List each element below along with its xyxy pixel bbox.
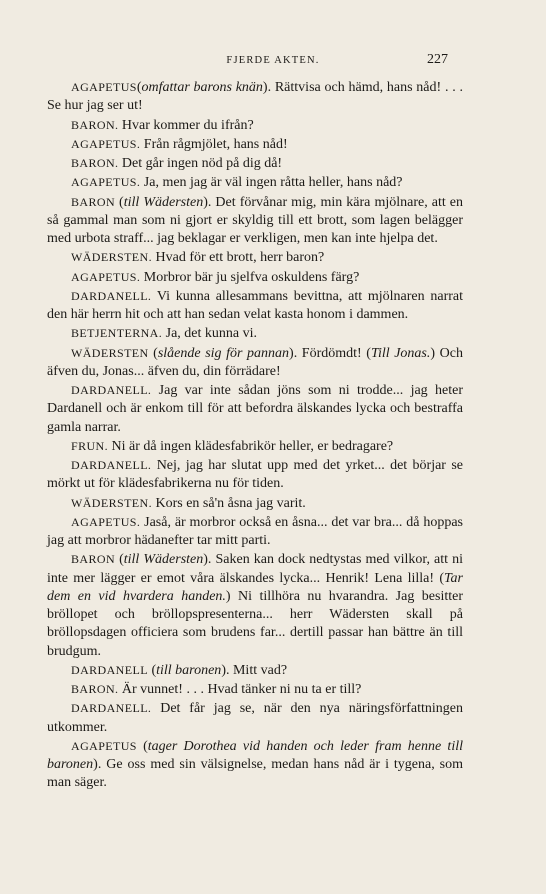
stage-direction-paren: ).	[203, 552, 212, 568]
stage-direction: tager Dorothea vid handen och leder fram henne till baronen	[47, 738, 463, 772]
dialogue-paragraph	[47, 193, 463, 249]
dialogue-paragraph	[47, 437, 463, 456]
dialogue-paragraph	[47, 268, 463, 287]
running-head-title: FJERDE AKTEN.	[226, 55, 320, 66]
speech-text: Jag var inte sådan jöns som ni trodde... jag heter Dardanell och är enkom till för att befordra älskandes lycka och bestraffa gamla narrar.	[47, 383, 463, 435]
speech-text: Nej, jag har slutat upp med det yrket... det börjar se mörkt ut för klädesfabrikerna nu för tiden.	[47, 458, 463, 492]
dialogue-paragraph	[47, 513, 463, 551]
speech-text: Hvad för ett brott, herr baron?	[152, 250, 325, 266]
speech-text: Från rågmjölet, hans nåd!	[140, 136, 288, 152]
speaker-name: WÄDERSTEN.	[71, 250, 152, 265]
dialogue-paragraph	[47, 154, 463, 173]
speaker-name: DARDANELL.	[71, 288, 152, 303]
stage-direction: slående sig för pannan	[157, 345, 290, 361]
dialogue-paragraph	[47, 661, 463, 680]
stage-direction-paren: ).	[221, 662, 230, 678]
stage-direction-paren: (	[136, 80, 142, 95]
speaker-name: BARON	[71, 552, 116, 567]
stage-direction: Tar dem en vid hvardera handen.	[47, 570, 463, 604]
stage-direction-paren: ).	[262, 80, 272, 95]
stage-direction-paren: )	[225, 588, 231, 604]
dialogue-text	[47, 78, 463, 793]
speech-text: Rättvisa och hämd, hans nåd! . . . Se hur jag ser ut!	[47, 80, 463, 114]
speech-text: Ni tillhöra nu hvarandra. Jag besitter bröllopet och bröllopspresenterna... herr Wädersten skall på bröllopsdagen officiera som brudens far... dertill passar han bättre än till brudgum.	[47, 588, 463, 659]
dialogue-paragraph	[47, 173, 463, 192]
speech-text: Ja, det kunna vi.	[162, 326, 258, 342]
speaker-name: DARDANELL	[71, 662, 148, 677]
speech-text: Ja, men jag är väl ingen råtta heller, hans nåd?	[140, 175, 403, 191]
speech-text: Det går ingen nöd på dig då!	[118, 156, 283, 171]
speech-text: Saken kan dock nedtystas med vilkor, att ni inte mer lägger er emot våra älskandes lycka... Henrik! Lena lilla!	[47, 552, 463, 586]
stage-direction: Till Jonas.	[370, 345, 431, 361]
speaker-name: FRUN.	[71, 438, 109, 453]
speech-text: Kors en så'n åsna jag varit.	[152, 495, 306, 511]
stage-direction-paren: )	[430, 345, 436, 361]
stage-direction: till Wädersten	[123, 194, 204, 210]
speech-text: Det förvånar mig, min kära mjölnare, att en så gammal man som ni gjort er skyldig till ett brott, som lagen belägger med urbota straff... jag beklagar er verkligen, men kan inte hjelpa det.	[47, 194, 463, 246]
speech-text: Är vunnet! . . . Hvad tänker ni nu ta er till?	[118, 682, 362, 697]
dialogue-paragraph	[47, 381, 463, 437]
speaker-name: DARDANELL.	[71, 701, 152, 716]
speech-text: Mitt vad?	[229, 662, 288, 678]
stage-direction-paren: (	[115, 194, 124, 210]
stage-direction: omfattar barons knän	[141, 80, 263, 95]
dialogue-paragraph	[47, 287, 463, 325]
dialogue-paragraph	[47, 699, 463, 737]
speaker-name: AGAPETUS.	[71, 175, 141, 190]
speaker-name: AGAPETUS.	[71, 514, 141, 529]
speech-text: Ni är då ingen klädesfabrikör heller, er bedragare?	[108, 438, 394, 454]
speaker-name: AGAPETUS.	[71, 269, 141, 284]
speaker-name: BARON.	[71, 682, 119, 696]
dialogue-paragraph	[47, 680, 463, 699]
speaker-name: AGAPETUS	[71, 80, 137, 94]
speech-text: Morbror bär ju sjelfva oskuldens färg?	[140, 269, 360, 285]
dialogue-paragraph	[47, 116, 463, 135]
speech-text: Ge oss med sin välsignelse, medan hans nåd är i tygena, som man säger.	[47, 757, 463, 791]
running-head	[0, 52, 546, 72]
dialogue-paragraph	[47, 737, 463, 793]
dialogue-paragraph	[47, 344, 463, 382]
speech-text: Och äfven du, Jonas... äfven du, din förrädare!	[47, 345, 463, 379]
speaker-name: BARON	[71, 194, 116, 209]
stage-direction-paren: ).	[289, 345, 298, 361]
speaker-name: BETJENTERNA.	[71, 326, 163, 341]
stage-direction-paren: (	[136, 738, 148, 754]
speaker-name: WÄDERSTEN.	[71, 495, 152, 510]
dialogue-paragraph	[47, 456, 463, 494]
speaker-name: DARDANELL.	[71, 458, 152, 472]
speech-text: Vi kunna allesammans bevittna, att mjölnaren narrat den här herrn hit och att han sedan velat kasta honom i dammen.	[47, 288, 463, 322]
speaker-name: AGAPETUS.	[71, 136, 141, 151]
stage-direction: till Wädersten	[123, 552, 204, 568]
stage-direction-paren: ).	[203, 194, 212, 210]
dialogue-paragraph	[47, 494, 463, 513]
stage-direction-paren: ).	[93, 757, 102, 772]
stage-direction: till baronen	[156, 662, 222, 678]
speaker-name: AGAPETUS	[71, 738, 137, 753]
dialogue-paragraph	[47, 324, 463, 343]
dialogue-paragraph	[47, 248, 463, 267]
speech-text: Jaså, är morbror också en åsna... det var bra... då hoppas jag att morbror hädanefter tar mitt parti.	[47, 514, 463, 548]
speech-text: Det får jag se, när den nya näringsförfattningen utkommer.	[47, 701, 463, 735]
dialogue-paragraph	[47, 135, 463, 154]
speaker-name: BARON.	[71, 117, 119, 132]
dialogue-paragraph	[47, 550, 463, 661]
stage-direction-paren: (	[366, 345, 371, 361]
speech-text: Fördömdt!	[297, 345, 367, 361]
stage-direction-paren: (	[147, 662, 157, 678]
dialogue-paragraph	[47, 78, 463, 116]
speaker-name: BARON.	[71, 156, 119, 170]
page-number: 227	[427, 52, 448, 67]
speech-text: Hvar kommer du ifrån?	[118, 117, 254, 133]
stage-direction-paren: (	[115, 552, 124, 568]
speaker-name: WÄDERSTEN	[71, 345, 149, 360]
stage-direction-paren: (	[148, 345, 158, 361]
speaker-name: DARDANELL.	[71, 383, 152, 397]
stage-direction-paren: (	[439, 570, 445, 586]
